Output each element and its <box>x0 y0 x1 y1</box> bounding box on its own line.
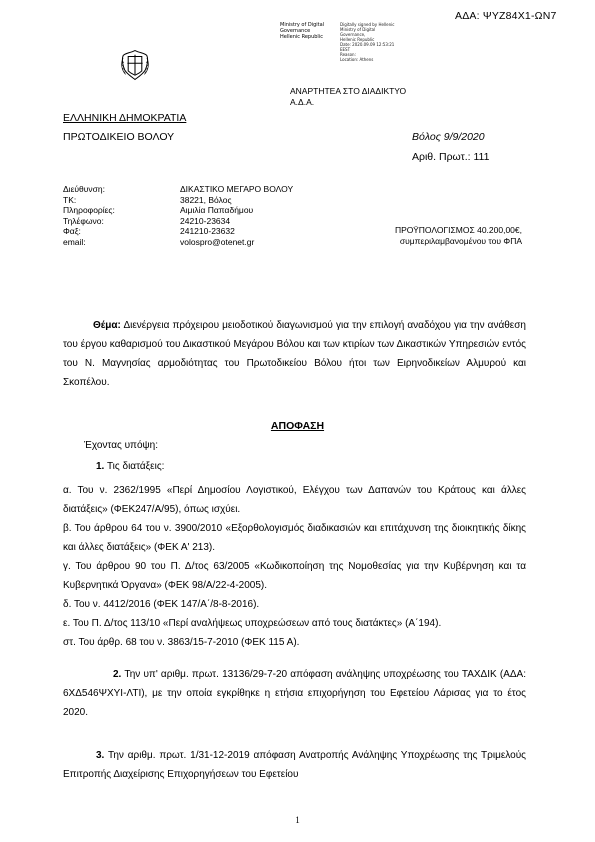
document-date: Βόλος 9/9/2020 <box>412 131 485 143</box>
contact-values <box>180 184 293 247</box>
greek-coat-of-arms-icon <box>118 48 152 82</box>
contact-label: Φαξ: <box>63 226 81 236</box>
provision-item: στ. Του άρθρ. 68 του ν. 3863/15-7-2010 (ΦΕΚ 115 Α). <box>63 637 300 648</box>
decision-title: ΑΠΟΦΑΣΗ <box>270 420 325 432</box>
subject-text: Διενέργεια πρόχειρου μειοδοτικού διαγωνισμού για την επιλογή αναδόχου για την ανάθεση του έργου καθαρισμού του Δικαστικού Μεγάρου Βόλου και των κτιρίων των Δικαστικών Υπηρεσιών εντός του Ν. Μαγνησίας αρμοδιότητας του Πρωτοδικείου Βόλου ήτοι των Ειρηνοδικείων Αλμυρού και Σκοπέλου. <box>63 320 526 388</box>
provision-item: α. Του ν. 2362/1995 «Περί Δημοσίου Λογιστικού, Ελέγχου των Δαπανών του Κράτους και άλλες διατάξεις» (ΦΕΚ247/Α/95), όπως ισχύει. <box>63 485 526 515</box>
contact-value: 24210-23634 <box>180 215 231 226</box>
signature-line: Date: 2020.09.09 12:53:21 <box>340 42 395 47</box>
signature-line: Governance <box>280 28 311 34</box>
budget-vat-note: συμπεριλαμβανομένου του ΦΠΑ <box>399 235 522 246</box>
contact-value: 38221, Βόλος <box>180 194 232 205</box>
considering-label: Έχοντας υπόψη: <box>84 440 158 451</box>
subject-label: Θέμα: <box>93 320 121 331</box>
item-1-heading: 1. Τις διατάξεις: <box>96 461 165 472</box>
signature-line: Hellenic Republic <box>340 37 375 42</box>
budget-amount: ΠΡΟΫΠΟΛΟΓΙΣΜΟΣ 40.200,00€, <box>394 225 522 235</box>
item-number: 1. <box>96 461 105 472</box>
protocol-number: Αριθ. Πρωτ.: 111 <box>412 151 490 163</box>
provision-item: δ. Του ν. 4412/2016 (ΦΕΚ 147/Α΄/8-8-2016). <box>63 599 260 610</box>
signature-line: Digitally signed by Hellenic <box>340 22 395 27</box>
posting-line: Α.Δ.Α. <box>290 97 315 107</box>
signature-line: Ministry of Digital <box>340 27 376 32</box>
republic-heading: ΕΛΛΗΝΙΚΗ ΔΗΜΟΚΡΑΤΙΑ <box>63 112 187 124</box>
provision-item: β. Του άρθρου 64 του ν. 3900/2010 «Εξορθολογισμός διαδικασιών και επιτάχυνση της διοικητικής δίκης και άλλες διατάξεις» (ΦΕΚ Α' 213). <box>63 523 526 553</box>
contact-label: ΤΚ: <box>63 194 77 205</box>
signature-line: Ministry of Digital <box>280 22 325 28</box>
signature-details <box>340 22 410 62</box>
contact-label: Τηλέφωνο: <box>63 215 104 226</box>
contact-email: volospro@otenet.gr <box>180 236 255 247</box>
item-number: 3. <box>96 750 105 761</box>
contact-value: ΔΙΚΑΣΤΙΚΟ ΜΕΓΑΡΟ ΒΟΛΟΥ <box>180 184 294 194</box>
signature-line: Governance, <box>340 32 366 37</box>
contact-labels <box>63 184 115 247</box>
signature-line: Hellenic Republic <box>280 34 323 40</box>
contact-label: Διεύθυνση: <box>63 184 105 194</box>
provision-item: ε. Του Π. Δ/τος 113/10 «Περί αναλήψεως υποχρεώσεων από τους διατάκτες» (Α΄194). <box>63 618 442 629</box>
signature-line: EEST <box>340 47 351 52</box>
item-number: 2. <box>113 669 122 680</box>
signature-line: Location: Athens <box>340 57 374 62</box>
item-2-paragraph: 2. Την υπ' αριθμ. πρωτ. 13136/29-7-20 απόφαση ανάληψης υποχρέωσης του ΤΑΧΔΙΚ (ΑΔΑ: 6ΧΔ546ΨΧΥΙ-ΛΤΙ), με την οποία εγκρίθηκε η ετήσια επιχορήγηση του Εφετείου Λάρισας για το έτος 2020. <box>63 669 526 718</box>
contact-label: email: <box>63 236 86 247</box>
provision-item: γ. Του άρθρου 90 του Π. Δ/τος 63/2005 «Κωδικοποίηση της Νομοθεσίας για την Κυβέρνηση και τα Κυβερνητικά Όργανα» (ΦΕΚ 98/Α/22-4-2005). <box>63 561 526 591</box>
signature-ministry-en <box>280 22 340 40</box>
page-number: 1 <box>295 815 300 825</box>
subject-paragraph <box>63 316 526 392</box>
provisions-list <box>63 481 526 652</box>
contact-label: Πληροφορίες: <box>63 205 115 215</box>
budget-block <box>365 225 522 246</box>
posting-notice <box>290 86 406 108</box>
contact-value: 241210-23632 <box>180 226 235 236</box>
contact-value: Αιμιλία Παπαδήμου <box>180 205 254 215</box>
item-3-paragraph: 3. Την αριθμ. πρωτ. 1/31-12-2019 απόφαση Ανατροπής Ανάληψης Υποχρέωσης της Τριμελούς Επιτροπής Διαχείρισης Επιχορηγήσεων του Εφετείου <box>63 750 526 780</box>
signature-line: Reason: <box>340 52 356 57</box>
court-name: ΠΡΩΤΟΔΙΚΕΙΟ ΒΟΛΟΥ <box>63 131 175 143</box>
ada-code-top: ΑΔΑ: ΨΥΖ84Χ1-ΩΝ7 <box>455 10 557 22</box>
posting-line: ΑΝΑΡΤΗΤΕΑ ΣΤΟ ΔΙΑΔΙΚΤΥΟ <box>290 86 407 96</box>
